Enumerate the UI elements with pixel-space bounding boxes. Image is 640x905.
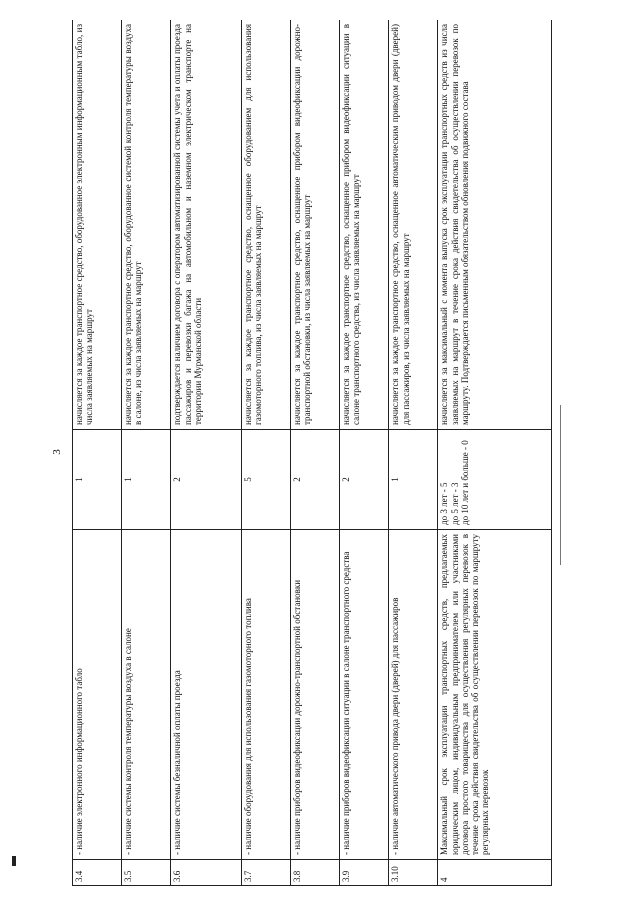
row-number: 3.5 [122, 860, 171, 886]
description-text: начисляется за каждое транспортное средство, оборудованное электронным информационным табло, из числа заявляемых на маршрут [73, 20, 122, 430]
criteria-table-body [73, 20, 552, 886]
table-row [291, 20, 340, 886]
criterion-text: - наличие оборудования для использования газомоторного топлива [241, 530, 290, 860]
row-number: 3.6 [171, 860, 242, 886]
points-cell [438, 430, 552, 530]
points-value: 1 [390, 477, 401, 482]
table-row [73, 20, 122, 886]
criterion-text: - наличие системы безналичной оплаты проезда [171, 530, 242, 860]
points-cell [73, 430, 122, 530]
description-text: начисляется за каждое транспортное средство, оснащенное оборудованием для использования газомоторного топлива, из числа заявляемых на маршрут [241, 20, 290, 430]
criterion-text: - наличие приборов видеофиксации ситуации в салоне транспортного средства [340, 530, 389, 860]
points-cell [171, 430, 242, 530]
points-value: 2 [172, 477, 183, 482]
description-text: начисляется за каждое транспортное средство, оснащенное прибором видеофиксации дорожно-транспортной обстановки, из числа заявляемых на маршрут [291, 20, 340, 430]
row-number: 3.10 [389, 860, 438, 886]
description-text: подтверждается наличием договора с оператором автоматизированной системы учета и оплаты проезда пассажиров и перевозки багажа на автомобильном и наземном электрическом транспорте на территории Мурманской области [171, 20, 242, 430]
criteria-table [72, 20, 552, 886]
description-text: начисляется за каждое транспортное средство, оснащенное прибором видеофиксации ситуации в салоне транспортного средства, из числа заявляемых на маршрут [340, 20, 389, 430]
table-row [241, 20, 290, 886]
criterion-text: - наличие приборов видеофиксации дорожно-транспортной обстановки [291, 530, 340, 860]
points-value: 2 [292, 477, 303, 482]
points-cell [291, 430, 340, 530]
points-value: 1 [123, 477, 134, 482]
criteria-table-rotator [72, 20, 552, 886]
row-number: 3.4 [73, 860, 122, 886]
row-number: 3.9 [340, 860, 389, 886]
divider-line [560, 405, 561, 565]
points-value: 1 [74, 477, 84, 482]
points-value: до 10 лет и больше - 0 [459, 440, 470, 525]
criterion-text: Максимальный срок эксплуатации транспортных средств, предлагаемых юридическим лицом, индивидуальным предпринимателем или участниками договора простого товарищества для осуществления регулярных перевозок в течение срока действия свидетельства об осуществлении перевозок по маршруту регулярных перевозок [438, 530, 552, 860]
points-cell [122, 430, 171, 530]
points-value: до 3 лет - 5 [439, 482, 450, 525]
points-cell [241, 430, 290, 530]
table-row [122, 20, 171, 886]
points-cell [389, 430, 438, 530]
criterion-text: - наличие системы контроля температуры воздуха в салоне [122, 530, 171, 860]
points-value: 2 [341, 477, 352, 482]
criterion-text: - наличие электронного информационного табло [73, 530, 122, 860]
description-text: начисляется за каждое транспортное средство, оборудованное системой контроля температуры воздуха в салоне, из числа заявляемых на маршрут [122, 20, 171, 430]
rotated-page-area [72, 20, 552, 886]
points-cell [340, 430, 389, 530]
points-value: до 5 лет - 3 [449, 482, 460, 525]
description-text: начисляется за максимальный с момента выпуска срок эксплуатации транспортных средств из числа заявляемых на маршрут в течение срока действия свидетельства об осуществлении перевозок по маршруту. Подтверждается письменным обязательством обновления подвижного состава [438, 20, 552, 430]
table-row [438, 20, 552, 886]
row-number: 3.7 [241, 860, 290, 886]
points-value: 5 [242, 477, 253, 482]
criterion-text: - наличие автоматического привода двери (дверей) для пассажиров [389, 530, 438, 860]
table-row [171, 20, 242, 886]
table-row [340, 20, 389, 886]
row-number: 3.8 [291, 860, 340, 886]
row-number: 4 [438, 860, 552, 886]
description-text: начисляется за каждое транспортное средство, оснащенное автоматическим приводом двери (дверей) для пассажиров, из числа заявляемых на маршрут [389, 20, 438, 430]
table-row [389, 20, 438, 886]
page-number: 3 [50, 449, 63, 455]
scan-mark [12, 856, 16, 866]
